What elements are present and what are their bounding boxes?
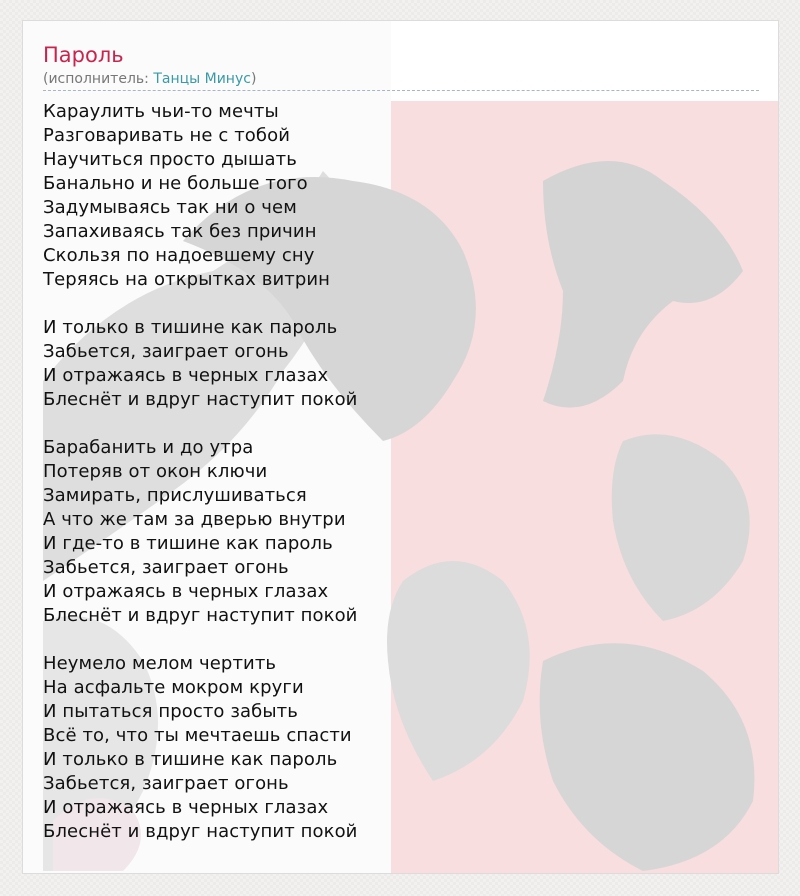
- lyric-line: Замирать, прислушиваться: [43, 485, 307, 506]
- lyric-line: На асфальте мокром круги: [43, 677, 304, 698]
- lyric-line: Неумело мелом чертить: [43, 653, 277, 674]
- lyric-line: Запахиваясь так без причин: [43, 221, 317, 242]
- lyric-line: Скользя по надоевшему сну: [43, 245, 315, 266]
- lyric-line: И отражаясь в черных глазах: [43, 797, 329, 818]
- lyric-line: Караулить чьи-то мечты: [43, 101, 279, 122]
- lyric-line: И где-то в тишине как пароль: [43, 533, 333, 554]
- lyrics-stanza: [43, 652, 759, 844]
- lyric-line: И отражаясь в черных глазах: [43, 581, 329, 602]
- lyric-line: Научиться просто дышать: [43, 149, 297, 170]
- lyric-line: Забьется, заиграет огонь: [43, 557, 289, 578]
- lyrics-stanza: [43, 100, 759, 292]
- lyrics-content: [43, 21, 759, 868]
- lyric-line: А что же там за дверью внутри: [43, 509, 346, 530]
- song-title: Пароль: [43, 43, 124, 67]
- lyric-line: Барабанить и до утра: [43, 437, 254, 458]
- lyric-line: И отражаясь в черных глазах: [43, 365, 329, 386]
- lyric-line: Забьется, заиграет огонь: [43, 341, 289, 362]
- lyric-line: Забьется, заиграет огонь: [43, 773, 289, 794]
- lyric-line: И только в тишине как пароль: [43, 317, 338, 338]
- lyric-line: Всё то, что ты мечтаешь спасти: [43, 725, 352, 746]
- lyric-line: Блеснёт и вдруг наступит покой: [43, 821, 358, 842]
- lyric-line: Разговаривать не с тобой: [43, 125, 291, 146]
- lyric-line: Потеряв от окон ключи: [43, 461, 268, 482]
- artist-link[interactable]: Танцы Минус: [153, 71, 251, 87]
- lyric-line: Теряясь на открытках витрин: [43, 269, 331, 290]
- lyric-line: Банально и не больше того: [43, 173, 308, 194]
- lyrics-stanza: [43, 316, 759, 412]
- lyric-line: Блеснёт и вдруг наступит покой: [43, 389, 358, 410]
- lyrics-body: [43, 100, 759, 844]
- lyric-line: И пытаться просто забыть: [43, 701, 298, 722]
- artist-suffix: ): [250, 71, 257, 87]
- lyrics-stanza: [43, 436, 759, 628]
- lyric-line: Блеснёт и вдруг наступит покой: [43, 605, 358, 626]
- lyric-line: И только в тишине как пароль: [43, 749, 338, 770]
- lyrics-card: [22, 20, 779, 874]
- artist-line: [43, 68, 759, 91]
- lyric-line: Задумываясь так ни о чем: [43, 197, 297, 218]
- artist-prefix: (исполнитель:: [43, 71, 154, 87]
